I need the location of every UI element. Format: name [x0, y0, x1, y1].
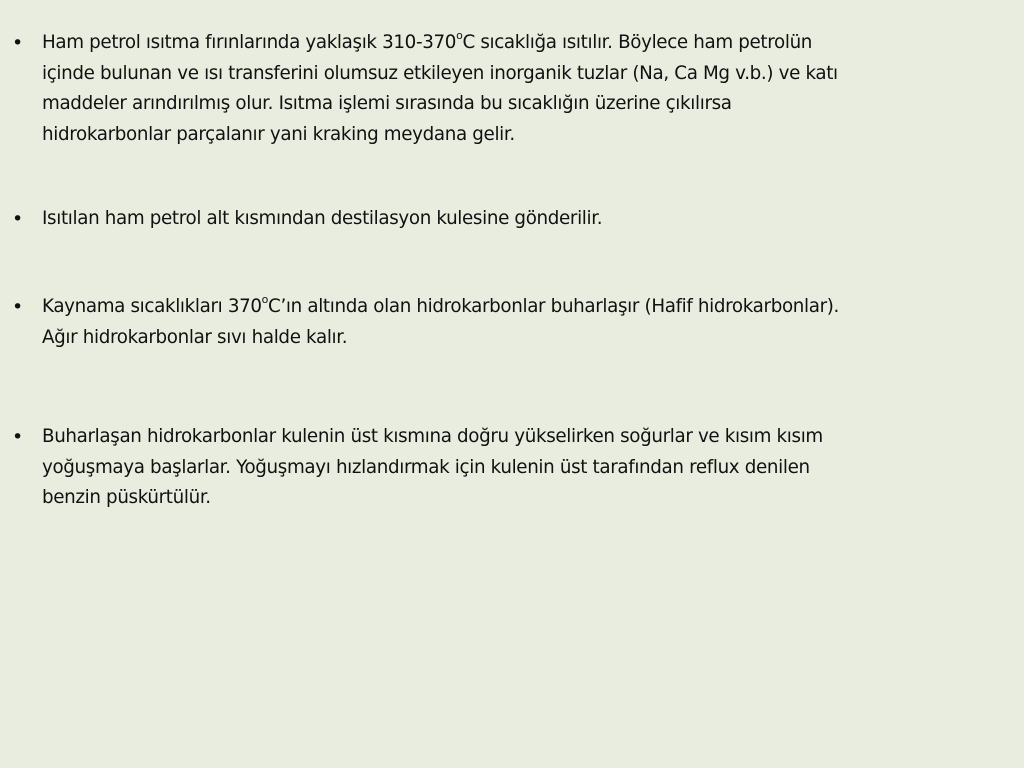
bullet-symbol: • — [12, 296, 24, 318]
text-line: Isıtılan ham petrol alt kısmından destilasyon kulesine gönderilir. — [42, 208, 603, 229]
text-line: Buharlaşan hidrokarbonlar kulenin üst kısmına doğru yükselirken soğurlar ve kısım kısım — [42, 426, 823, 447]
text-line: Ham petrol ısıtma fırınlarında yaklaşık 310-370$^o$C sıcaklığa ısıtılır. Böylece ham petrolün — [42, 29, 813, 53]
text-line: Ağır hidrokarbonlar sıvı halde kalır. — [42, 326, 348, 348]
bullet-text — [42, 28, 1012, 150]
text-line: maddeler arındırılmış olur. Isıtma işlemi sırasında bu sıcaklığın üzerine çıkılırsa — [42, 93, 732, 114]
bullet-symbol: • — [12, 32, 24, 54]
text-line: hidrokarbonlar parçalanır yani kraking meydana gelir. — [42, 123, 515, 145]
bullet-symbol: • — [12, 426, 24, 448]
text-line: içinde bulunan ve ısı transferini olumsuz etkileyen inorganik tuzlar (Na, Ca Mg v.b.) ve katı — [42, 62, 838, 84]
text-line: benzin püskürtülür. — [42, 487, 211, 508]
bullet-text — [42, 292, 1012, 353]
text-line: yoğuşmaya başlarlar. Yoğuşmayı hızlandırmak için kulenin üst tarafından reflux denilen — [42, 456, 810, 478]
bullet-symbol: • — [12, 208, 24, 230]
degree-superscript: o — [261, 293, 269, 307]
degree-superscript: o — [456, 29, 463, 43]
bullet-text — [42, 422, 1012, 514]
text-line: Kaynama sıcaklıkları 370$^o$C’ın altında olan hidrokarbonlar buharlaşır (Hafif hidrokarbonlar). — [42, 293, 840, 317]
bullet-text — [42, 204, 1012, 235]
